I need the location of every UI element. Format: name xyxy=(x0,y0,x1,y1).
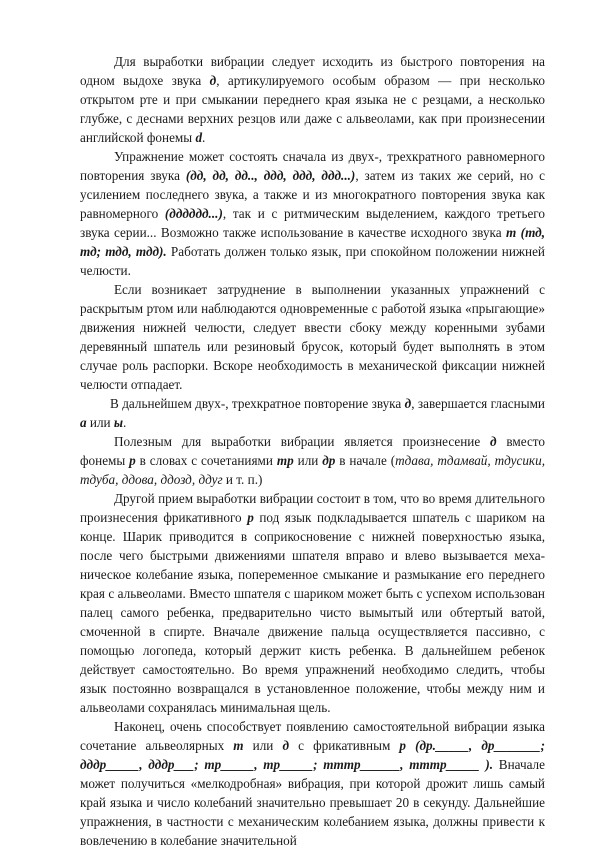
text-run: . xyxy=(123,415,127,430)
text-run: и т. п.) xyxy=(222,472,263,487)
paragraph-3 xyxy=(80,280,545,394)
text-run-emphasis: д xyxy=(490,434,497,449)
text-run-emphasis: (дд, дд, дд.., ддд, ддд, ддд...) xyxy=(185,168,356,183)
text-run: , затем из таких же серий, но с усилением последнего звука, а также и из многократного повторения звука как равномерного xyxy=(80,168,546,221)
text-run: Вначале может получиться «мелкодробная» вибрация, при которой дрожит лишь самый край языка и число колебаний значительно превышает 20 в секунду. Дальнейшие упражнения, в частности с механическим колебанием языка, должны привести к вовлечению в колебание значительной xyxy=(80,757,545,848)
text-run: . xyxy=(202,130,206,145)
text-run-italic: тдава, тдамвай, тдусики, тдуба, ддова, ддозд, ддуг xyxy=(80,453,545,487)
text-run: Наконец, очень способствует появлению самостоятельной вибрации языка сочетание альвеолярных xyxy=(80,719,545,753)
text-run: или xyxy=(293,453,323,468)
text-run-emphasis: р xyxy=(129,453,136,468)
text-run: под язык подкладывается шпатель с шариком на конце. Шарик приводится в соприкосновение с нижней поверхностью языка, после чего быстрыми движениями шпателя вправо и влево вызывается меха-ническое колебание языка, попеременное смыкание и размыкание его переднего края с альвеолами. Вместо шпателя с шариком может быть с успехом использован палец самого ребенка, предварительно чисто вымытый или обтертый ватой, смоченной в спирте. Вначале движение пальца осуществляется пассивно, с помощью логопеда, который держит кисть ребенка. В дальнейшем ребенок действует самостоятельно. Во время упражнений необходимо следить, чтобы язык постоянно возвращался в установленное положение, чтобы между ним и альвеолами сохранялась минимальная щель. xyxy=(80,510,545,715)
text-run-emphasis: тр xyxy=(276,453,294,468)
text-run-emphasis: р xyxy=(247,510,254,525)
text-run-emphasis: (дддддд...) xyxy=(164,206,223,221)
text-run: в начале ( xyxy=(335,453,396,468)
text-run: В дальнейшем двух-, трехкратное повторение звука xyxy=(110,396,405,411)
paragraph-5 xyxy=(80,432,545,489)
text-run: Работать должен только язык, при спокойном положении нижней челюсти. xyxy=(80,244,545,278)
text-run: вместо фонемы xyxy=(80,434,545,468)
text-run: в словах с сочетаниями xyxy=(135,453,277,468)
text-run-emphasis: ы xyxy=(113,415,124,430)
paragraph-7 xyxy=(80,717,545,850)
text-run: Другой прием выработки вибрации состоит в том, что во время длительного произнесения фрикативного xyxy=(80,491,545,525)
text-run-emphasis: д xyxy=(209,73,217,88)
text-run: с фрикативным xyxy=(289,738,400,753)
text-run: или xyxy=(243,738,283,753)
text-run-emphasis: р (др._____, др_______; дддр_____, дддр___; тр_____, тр_____; тттр______, тттр_____ ). xyxy=(80,738,545,772)
text-run: Полезным для выработки вибрации является произнесение xyxy=(114,434,491,449)
paragraph-1 xyxy=(80,52,545,147)
text-run-emphasis: а xyxy=(80,415,87,430)
text-run: , так и с ритмическим выделением, каждого третьего звука серии... Возможно также использование в качестве исходного звука xyxy=(80,206,545,240)
text-run: , артикулируемого особым образом — при несколько открытом рте и при смыкании переднего края языка не с резцами, а несколько глубже, с деснами верхних резцов или даже с альвеолами, как при произнесении английской фонемы xyxy=(80,73,545,145)
text-run: или xyxy=(86,415,114,430)
text-run: Для выработки вибрации следует исходить из быстрого повторения на одном выдохе звука xyxy=(80,54,545,88)
paragraph-4 xyxy=(80,394,545,432)
text-run-emphasis: т (тд, тд; тдд, тдд). xyxy=(80,225,545,259)
text-run-emphasis: д xyxy=(404,396,412,411)
text-run-emphasis: др xyxy=(322,453,336,468)
text-run-emphasis: д xyxy=(282,738,290,753)
text-run-emphasis: т xyxy=(233,738,244,753)
text-run: Если возникает затруднение в выполнении указанных упражнений с раскрытым ртом или наблюдаются одновременные с работой языка «прыгающие» движения нижней челюсти, следует ввести сбоку между коренными зубами деревянный шпатель или резиновый брусок, который будет выполнять в этом случае роль распорки. Вскоре необходимость в механической фиксации нижней челюсти отпадает. xyxy=(80,282,545,392)
text-run: Упражнение может состоять сначала из двух-, трехкратного равномерного повторения звука xyxy=(80,149,545,183)
paragraph-6 xyxy=(80,489,545,717)
text-run: , завершается гласными xyxy=(411,396,545,411)
paragraph-2 xyxy=(80,147,545,280)
text-run-emphasis: d xyxy=(195,130,203,145)
